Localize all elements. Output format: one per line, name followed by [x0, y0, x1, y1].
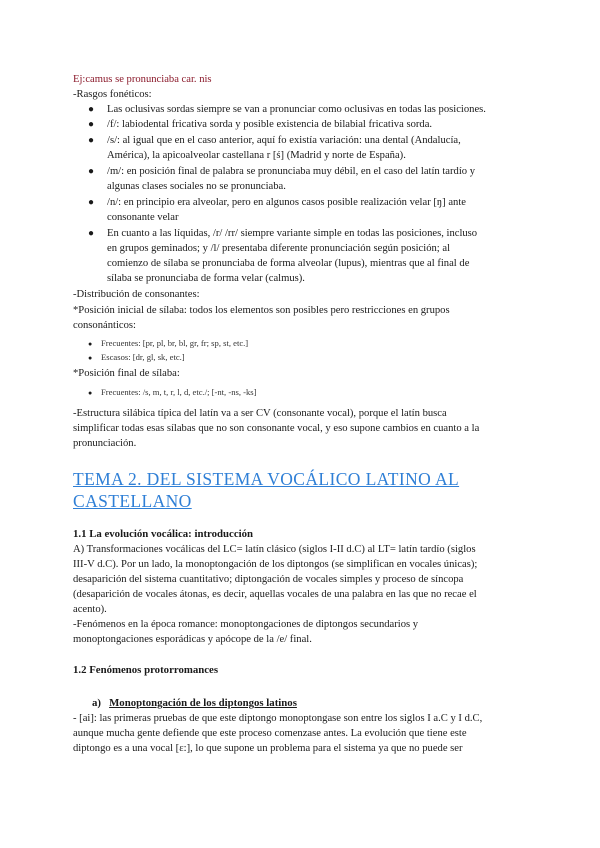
bullet-dot: ●: [88, 135, 95, 146]
rasgos-heading: -Rasgos fonéticos:: [73, 89, 152, 100]
bullet-dot: ●: [88, 104, 95, 115]
bullet-dot: ●: [88, 197, 95, 208]
bullet-line: sílaba se pronunciaba de forma velar (calmus).: [107, 273, 305, 284]
subsection-a-heading: [92, 697, 297, 709]
inicial-item: Frecuentes: [pr, pl, br, bl, gr, fr; sp, st, etc.]: [101, 338, 249, 348]
bullet-line: /m/: en posición final de palabra se pronunciaba muy débil, en el caso del latín tardío y: [107, 166, 476, 177]
section-1-1-line: acento).: [73, 604, 107, 615]
section-1-1-line: A) Transformaciones vocálicas del LC= latín clásico (siglos I-II d.C) al LT= latín tardío (siglos: [73, 544, 476, 555]
subsection-a-title: Monoptongación de los diptongos latinos: [109, 697, 297, 709]
section-1-1-line: (desaparición de vocales átonas, es decir, aquellas vocales de una palabra en las que no recae el: [73, 589, 477, 600]
bullet-line: En cuanto a las líquidas, /r/ /rr/ siempre variante simple en todas las posiciones, incluso: [107, 228, 478, 239]
estructura-line: pronunciación.: [73, 438, 137, 449]
posicion-inicial-line: *Posición inicial de sílaba: todos los elementos son posibles pero restricciones en grupos: [73, 305, 450, 316]
inicial-item: Escasos: [dr, gl, sk, etc.]: [101, 352, 185, 362]
section-1-1-line: desaparición del sistema cuantitativo; diptongación de vocales simples y proceso de síncopa: [73, 574, 464, 585]
subsection-a-line: aunque mucha gente defiende que este proceso comenzase antes. La evolución que tiene este: [73, 728, 467, 739]
bullet-line: Las oclusivas sordas siempre se van a pronunciar como oclusivas en todas las posiciones.: [107, 104, 486, 115]
estructura-line: -Estructura silábica típica del latín va a ser CV (consonante vocal), porque el latín busca: [73, 408, 447, 419]
distribucion-heading: -Distribución de consonantes:: [73, 289, 200, 300]
posicion-inicial-line: consonánticos:: [73, 320, 136, 331]
tema-title: CASTELLANO: [73, 491, 192, 511]
bullet-line: en grupos geminados; y /l/ presentaba diferente pronunciación según posición; al: [107, 243, 451, 254]
subsection-a-marker: a): [92, 697, 101, 709]
section-1-1-line: -Fenómenos en la época romance: monoptongaciones de diptongos secundarios y: [73, 619, 419, 630]
bullet-line: /n/: en principio era alveolar, pero en algunos casos posible realización velar [ŋ] ante: [107, 197, 466, 208]
section-1-2-heading: 1.2 Fenómenos protorromances: [73, 664, 219, 676]
intro-example: Ej:camus se pronunciaba car. nis: [73, 74, 212, 85]
final-item: Frecuentes: /s, m, t, r, l, d, etc./; [-nt, -ns, -ks]: [101, 387, 257, 397]
posicion-final-heading: *Posición final de sílaba:: [73, 368, 180, 379]
bullet-dot: ●: [88, 389, 93, 397]
bullet-dot: ●: [88, 228, 95, 239]
subsection-a-line: - [ai]: las primeras pruebas de que este diptongo monoptongase son entre los siglos I a.C y I d.C,: [73, 713, 483, 724]
bullet-line: comienzo de sílaba se pronunciaba de forma alveolar (lupus), mientras que al final de: [107, 258, 470, 269]
bullet-dot: ●: [88, 354, 93, 362]
bullet-dot: ●: [88, 340, 93, 348]
section-1-1-line: monoptongaciones esporádicas y apócope de la /e/ final.: [73, 634, 312, 645]
bullet-dot: ●: [88, 166, 95, 177]
section-1-1-heading: 1.1 La evolución vocálica: introducción: [73, 528, 254, 540]
tema-title: TEMA 2. DEL SISTEMA VOCÁLICO LATINO AL: [73, 469, 460, 489]
section-1-1-line: III-V d.C). Por un lado, la monoptongación de los diptongos (se simplifican en vocales únicas);: [73, 559, 478, 570]
bullet-dot: ●: [88, 119, 95, 130]
bullet-line: algunas clases sociales no se pronunciaba.: [107, 181, 286, 192]
subsection-a-line: diptongo es a una vocal [ɛ:], lo que supone un problema para el sistema ya que no puede ser: [73, 743, 463, 754]
bullet-line: /f/: labiodental fricativa sorda y posible existencia de bilabial fricativa sorda.: [107, 119, 433, 130]
bullet-line: América), la apicoalveolar castellana r [ś] (Madrid y norte de España).: [107, 150, 406, 161]
bullet-line: consonante velar: [107, 212, 179, 223]
bullet-line: /s/: al igual que en el caso anterior, aquí fo existía variación: una dental (Andalucía,: [107, 135, 461, 146]
estructura-line: simplificar todas esas sílabas que no son consonante vocal, y eso supone cambios en cuanto a la: [73, 423, 480, 434]
